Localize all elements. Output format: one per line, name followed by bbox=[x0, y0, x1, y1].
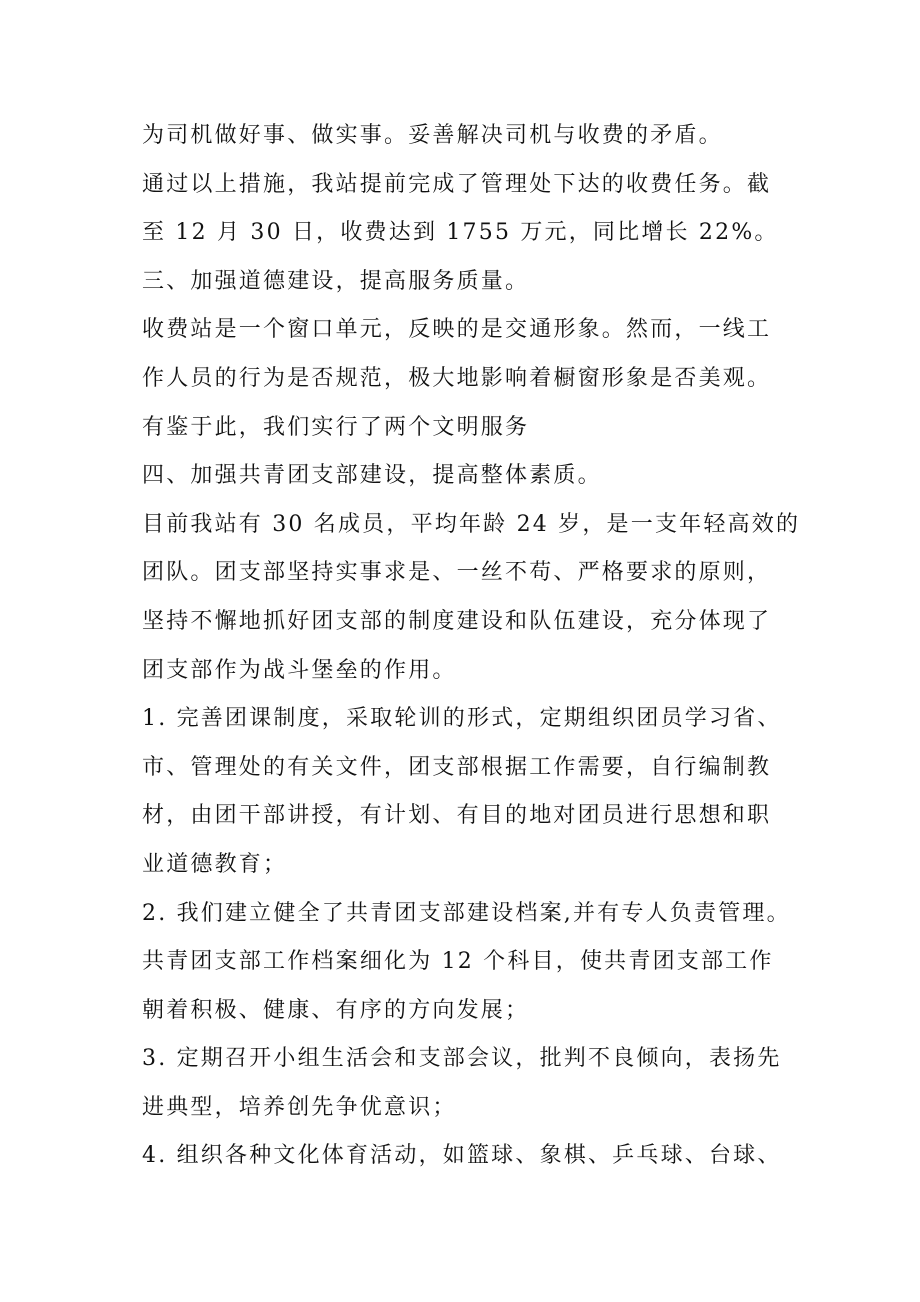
text-line: 通过以上措施，我站提前完成了管理处下达的收费任务。截 bbox=[142, 171, 772, 197]
section-heading: 四、加强共青团支部建设，提高整体素质。 bbox=[142, 463, 602, 489]
text-line: 材，由团干部讲授，有计划、有目的地对团员进行思想和职 bbox=[142, 803, 772, 829]
document-body bbox=[142, 112, 802, 1181]
text-line: 有鉴于此，我们实行了两个文明服务 bbox=[142, 414, 530, 440]
text-line: 坚持不懈地抓好团支部的制度建设和队伍建设，充分体现了 bbox=[142, 608, 772, 634]
text-line: 目前我站有 30 名成员，平均年龄 24 岁，是一支年轻高效的 bbox=[142, 511, 801, 537]
list-item-4: 4. 组织各种文化体育活动，如篮球、象棋、乒乓球、台球、 bbox=[142, 1143, 782, 1169]
text-line: 共青团支部工作档案细化为 12 个科目，使共青团支部工作 bbox=[142, 949, 774, 975]
section-heading: 三、加强道德建设，提高服务质量。 bbox=[142, 268, 530, 294]
text-line: 业道德教育； bbox=[142, 851, 288, 877]
list-item-3: 3. 定期召开小组生活会和支部会议，批判不良倾向，表扬先 bbox=[142, 1046, 782, 1072]
text-line: 为司机做好事、做实事。妥善解决司机与收费的矛盾。 bbox=[142, 123, 723, 148]
text-line: 作人员的行为是否规范，极大地影响着橱窗形象是否美观。 bbox=[142, 365, 772, 391]
text-line: 市、管理处的有关文件，团支部根据工作需要，自行编制教 bbox=[142, 754, 772, 780]
text-line: 团支部作为战斗堡垒的作用。 bbox=[142, 657, 457, 683]
text-line: 收费站是一个窗口单元，反映的是交通形象。然而，一线工 bbox=[142, 317, 772, 343]
text-line: 朝着积极、健康、有序的方向发展； bbox=[142, 997, 530, 1023]
text-line: 至 12 月 30 日，收费达到 1755 万元，同比增长 22%。 bbox=[142, 220, 779, 246]
list-item-2: 2. 我们建立健全了共青团支部建设档案,并有专人负责管理。 bbox=[142, 900, 791, 926]
list-item-1: 1. 完善团课制度，采取轮训的形式，定期组织团员学习省、 bbox=[142, 706, 782, 732]
text-line: 团队。团支部坚持实事求是、一丝不苟、严格要求的原则， bbox=[142, 560, 772, 586]
text-line: 进典型，培养创先争优意识； bbox=[142, 1094, 457, 1120]
